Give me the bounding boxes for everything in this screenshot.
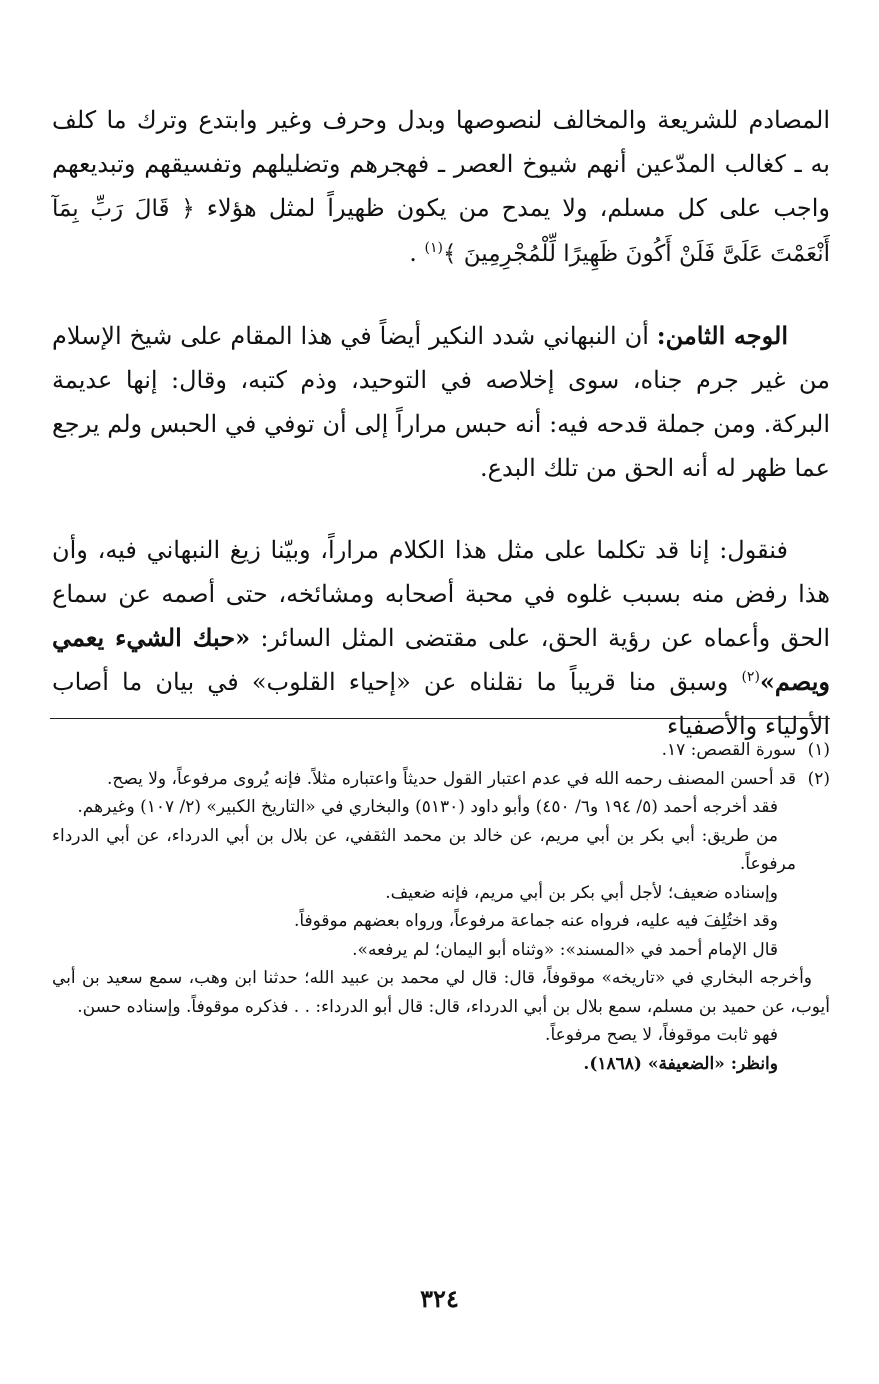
paragraph-2 (52, 314, 830, 490)
paragraph-3 (52, 528, 830, 748)
footnote-2-line-6: قال الإمام أحمد في «المسند»: «وثناه أبو اليمان؛ لم يرفعه». (352, 939, 778, 960)
footnote-2-line-8: فهو ثابت موقوفاً، لا يصح مرفوعاً. (545, 1025, 778, 1045)
paragraph-1-text: المصادم للشريعة والمخالف لنصوصها وبدل وحرف وغير وابتدع وترك ما كلف به ـ كغالب المدّعين أنهم شيوخ العصر ـ فهجرهم وتضليلهم وتفسيقهم وتبديعهم واجب على كل مسلم، ولا يمدح من يكون ظهيراً لمثل هؤلاء (52, 106, 831, 222)
paragraph-1-end: . (409, 239, 417, 267)
footnote-2-number: (٢) (807, 768, 830, 789)
footnote-1-text: سورة القصص: ١٧. (661, 740, 796, 760)
page-number: ٣٢٤ (420, 1284, 459, 1313)
paragraph-1 (52, 98, 830, 276)
footnote-2-line-4: وإسناده ضعيف؛ لأجل أبي بكر بن أبي مريم، فإنه ضعيف. (385, 882, 778, 903)
section-label: الوجه الثامن: (656, 321, 788, 350)
footnote-2-line-3: من طريق: أبي بكر بن أبي مريم، عن خالد بن محمد الثقفي، عن بلال بن أبي الدرداء، عن أبي الدرداء مرفوعاً. (52, 825, 796, 874)
footnote-2 (52, 765, 830, 794)
footnote-divider (50, 718, 830, 719)
footnote-2-line-7: وأخرجه البخاري في «تاريخه» موقوفاً، قال: قال لي محمد بن عبيد الله؛ حدثنا ابن وهب، سمع سعيد بن أبي أيوب، عن حميد بن مسلم، سمع بلال بن أبي الدرداء، قال: قال أبو الدرداء: . . فذكره موقوفاً. وإسناده حسن. (52, 968, 830, 1017)
footnote-ref-2: (٢) (741, 669, 760, 685)
footnote-2-line-2: فقد أخرجه أحمد (٥/ ١٩٤ و٦/ ٤٥٠) وأبو داود (٥١٣٠) والبخاري في «التاريخ الكبير» (٢/ ١٠٧) وغيرهم. (77, 797, 778, 817)
footnotes (52, 736, 830, 1078)
footnote-2-line-5: وقد اختُلِفَ فيه عليه، فرواه عنه جماعة مرفوعاً، ورواه بعضهم موقوفاً. (293, 911, 778, 931)
footnote-1-number: (١) (807, 740, 830, 760)
proverb-quote: «حبك الشيء يعمي ويصم» (52, 623, 830, 696)
footnote-2-text: قد أحسن المصنف رحمه الله في عدم اعتبار القول حديثاً واعتباره مثلاً. فإنه يُروى مرفوعاً، ولا يصح. (106, 768, 796, 789)
paragraph-3-tail: وسبق منا قريباً ما نقلناه عن «إحياء القلوب» في بيان ما أصاب الأولياء والأصفياء (52, 668, 830, 740)
paragraph-2-text: أن النبهاني شدد النكير أيضاً في هذا المقام على شيخ الإسلام من غير جرم جناه، سوى إخلاصه في التوحيد، وذم كتبه، وقال: إنها عديمة البركة. ومن جملة قدحه فيه: أنه حبس مراراً إلى أن توفي في الحبس ولم يرجع عما ظهر له أنه الحق من تلك البدع. (52, 322, 830, 482)
footnote-2-line-9: وانظر: «الضعيفة» (١٨٦٨). (583, 1053, 778, 1074)
paragraph-3-text: فنقول: إنا قد تكلما على مثل هذا الكلام مراراً، وبيّنا زيغ النبهاني فيه، وأن هذا رفض منه بسبب غلوه في محبة أصحابه ومشائخه، حتى أصمه عن سماع الحق وأعماه عن رؤية الحق، على مقتضى المثل السائر: (52, 536, 830, 652)
quran-verse: ﴿ قَالَ رَبِّ بِمَآ أَنْعَمْتَ عَلَىَّ فَلَنْ أَكُونَ ظَهِيرًا لِّلْمُجْرِمِينَ ﴾ (52, 196, 830, 267)
main-text (52, 98, 830, 748)
footnote-ref-1: (١) (424, 240, 443, 256)
footnote-1 (52, 736, 830, 765)
